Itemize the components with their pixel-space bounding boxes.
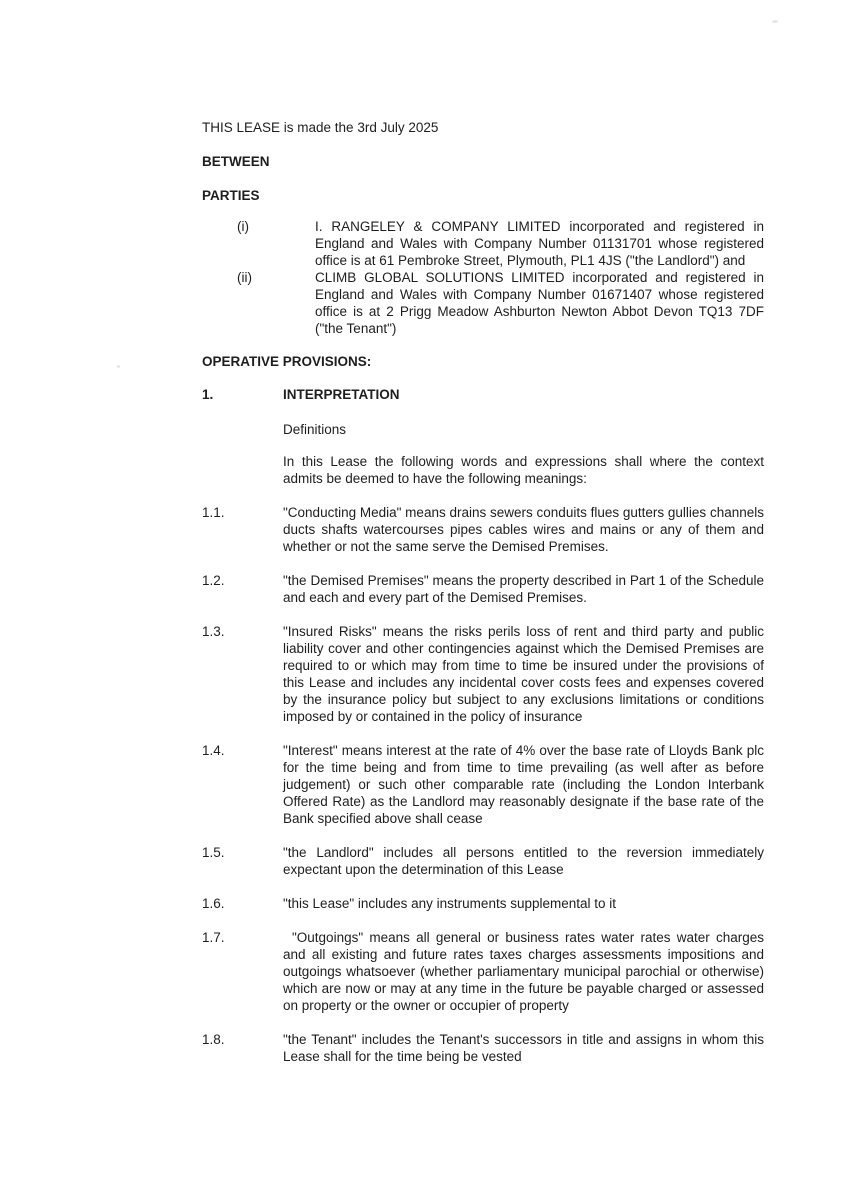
clause-number: 1.7.: [202, 930, 225, 945]
section-number: 1.: [202, 387, 214, 402]
party-number: (i): [237, 219, 249, 234]
clause-text: "the Landlord" includes all persons entitled to the reversion immediately expectant upon the determination of this Lease: [283, 845, 764, 877]
clause-number: 1.2.: [202, 573, 225, 588]
party-number: (ii): [237, 270, 252, 285]
between-heading: BETWEEN: [202, 154, 270, 169]
clause-number: 1.8.: [202, 1032, 225, 1047]
party-item-tenant: [237, 269, 764, 337]
clause-1-1: [202, 504, 764, 555]
clause-text: "Outgoings" means all general or business rates water rates water charges and all existing and future rates taxes charges assessments impositions and outgoings whatsoever (whether parliamentary municipal parochial or otherwise) which are now or may at any time in the future be payable charged or assessed on property or the owner or occupier of property: [283, 930, 764, 1013]
definitions-intro: In this Lease the following words and expressions shall where the context admits be deemed to have the following meanings:: [283, 454, 764, 486]
clause-number: 1.5.: [202, 845, 225, 860]
party-text: CLIMB GLOBAL SOLUTIONS LIMITED incorporated and registered in England and Wales with Company Number 01671407 whose registered office is at 2 Prigg Meadow Ashburton Newton Abbot Devon TQ13 7DF ("the Tenant"): [315, 270, 764, 336]
definitions-label: Definitions: [283, 422, 347, 437]
clause-text: "this Lease" includes any instruments supplemental to it: [283, 896, 617, 911]
opening-line: THIS LEASE is made the 3rd July 2025: [202, 120, 439, 135]
clause-number: 1.4.: [202, 743, 225, 758]
clause-text: "the Tenant" includes the Tenant's successors in title and assigns in whom this Lease shall for the time being be vested: [283, 1032, 764, 1064]
parties-list: [202, 218, 764, 337]
scan-artifact: [772, 20, 778, 23]
clause-1-5: [202, 844, 764, 878]
clause-1-3: [202, 623, 764, 725]
clause-number: 1.1.: [202, 505, 225, 520]
clause-number: 1.3.: [202, 624, 225, 639]
clause-1-2: [202, 572, 764, 606]
party-text: I. RANGELEY & COMPANY LIMITED incorporated and registered in England and Wales with Company Number 01131701 whose registered office is at 61 Pembroke Street, Plymouth, PL1 4JS ("the Landlord") and: [315, 219, 764, 268]
parties-heading: PARTIES: [202, 188, 260, 203]
clause-1-8: [202, 1031, 764, 1065]
clause-1-4: [202, 742, 764, 827]
clause-text: "Insured Risks" means the risks perils loss of rent and third party and public liability cover and other contingencies against which the Demised Premises are required to or which may from time to time be insured under the provisions of this Lease and includes any incidental cover costs fees and expenses covered by the insurance policy but subject to any exclusions limitations or conditions imposed by or contained in the policy of insurance: [283, 624, 764, 724]
clause-text: "Conducting Media" means drains sewers conduits flues gutters gullies channels ducts shafts watercourses pipes cables wires and mains or any of them and whether or not the same serve the Demised Premises.: [283, 505, 764, 554]
scan-artifact: [117, 365, 120, 368]
party-item-landlord: [237, 218, 764, 269]
clause-1-7: [202, 929, 764, 1014]
clause-number: 1.6.: [202, 896, 225, 911]
clause-1-6: [202, 895, 764, 912]
clause-text: "the Demised Premises" means the property described in Part 1 of the Schedule and each and every part of the Demised Premises.: [283, 573, 764, 605]
section-title: INTERPRETATION: [283, 387, 400, 402]
clause-text: "Interest" means interest at the rate of 4% over the base rate of Lloyds Bank plc for the time being and from time to time prevailing (as well after as before judgement) or such other comparable rate (including the London Interbank Offered Rate) as the Landlord may reasonably designate if the base rate of the Bank specified above shall cease: [283, 743, 764, 826]
operative-provisions-heading: OPERATIVE PROVISIONS:: [202, 354, 372, 369]
section-heading-interpretation: [202, 386, 764, 403]
